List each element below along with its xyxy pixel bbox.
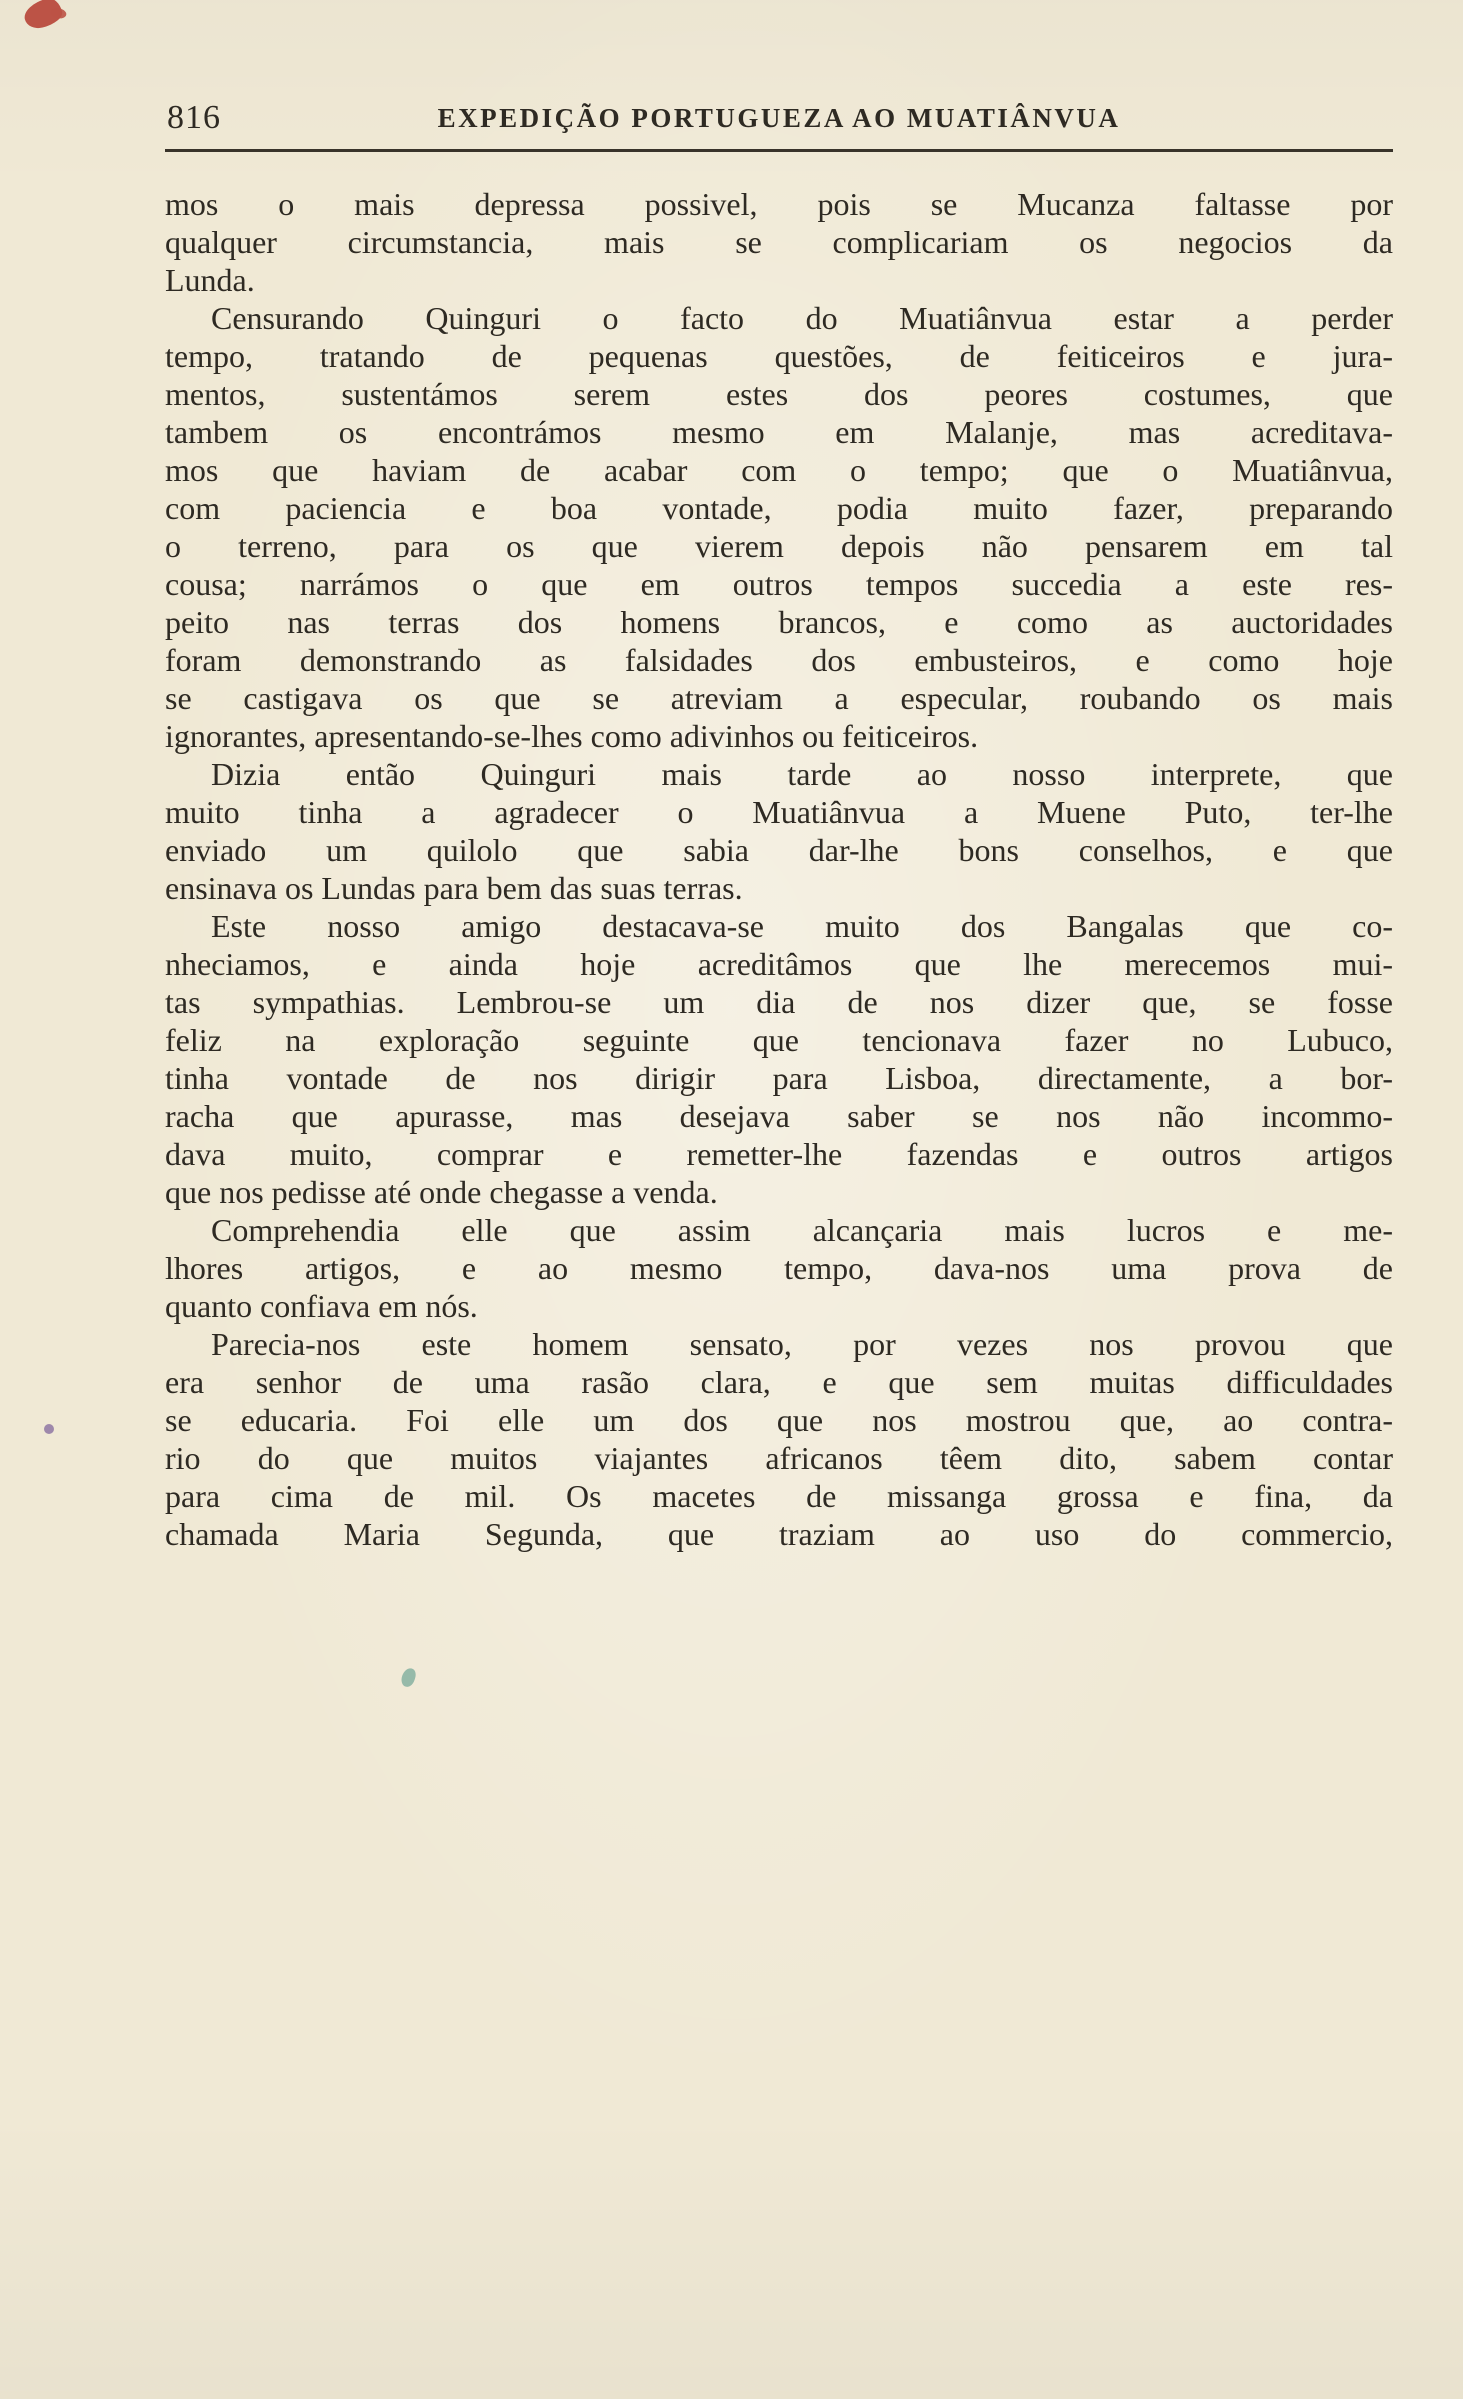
text-line: Comprehendia elle que assim alcançaria mais lucros e me- <box>211 1212 1393 1248</box>
text-line: feliz na exploração seguinte que tencionava fazer no Lubuco, <box>165 1022 1393 1058</box>
text-line: mos o mais depressa possivel, pois se Mucanza faltasse por <box>165 186 1393 222</box>
text-line: lhores artigos, e ao mesmo tempo, dava-nos uma prova de <box>165 1250 1393 1286</box>
text-line: peito nas terras dos homens brancos, e como as auctoridades <box>165 604 1393 640</box>
text-line: Dizia então Quinguri mais tarde ao nosso interprete, que <box>211 756 1393 792</box>
text-line: se castigava os que se atreviam a especular, roubando os mais <box>165 680 1393 716</box>
text-line: quanto confiava em nós. <box>165 1288 478 1324</box>
text-line: tambem os encontrámos mesmo em Malanje, mas acreditava- <box>165 414 1393 450</box>
text-line: foram demonstrando as falsidades dos embusteiros, e como hoje <box>165 642 1393 678</box>
text-line: mentos, sustentámos serem estes dos peores costumes, que <box>165 376 1393 412</box>
paragraph <box>165 185 1393 299</box>
text-line: tinha vontade de nos dirigir para Lisboa, directamente, a bor- <box>165 1060 1393 1096</box>
text-line: nheciamos, e ainda hoje acreditâmos que lhe merecemos mui- <box>165 946 1393 982</box>
text-line: chamada Maria Segunda, que traziam ao uso do commercio, <box>165 1516 1393 1552</box>
running-title: EXPEDIÇÃO PORTUGUEZA AO MUATIÂNVUA <box>437 103 1121 133</box>
text-line: Censurando Quinguri o facto do Muatiânvua estar a perder <box>211 300 1393 336</box>
text-line: racha que apurasse, mas desejava saber se nos não incommo- <box>165 1098 1393 1134</box>
purple-ink-speck <box>44 1424 54 1434</box>
text-line: Este nosso amigo destacava-se muito dos Bangalas que co- <box>211 908 1393 944</box>
text-line: muito tinha a agradecer o Muatiânvua a Muene Puto, ter-lhe <box>165 794 1393 830</box>
page-number: 816 <box>167 99 221 136</box>
text-line: mos que haviam de acabar com o tempo; que o Muatiânvua, <box>165 452 1393 488</box>
text-line: era senhor de uma rasão clara, e que sem muitas difficuldades <box>165 1364 1393 1400</box>
text-line: tempo, tratando de pequenas questões, de feiticeiros e jura- <box>165 338 1393 374</box>
text-line: Lunda. <box>165 262 255 298</box>
text-line: se educaria. Foi elle um dos que nos mostrou que, ao contra- <box>165 1402 1393 1438</box>
paragraph <box>165 1211 1393 1325</box>
text-line: tas sympathias. Lembrou-se um dia de nos dizer que, se fosse <box>165 984 1393 1020</box>
text-line: ensinava os Lundas para bem das suas terras. <box>165 870 743 906</box>
text-line: qualquer circumstancia, mais se complicariam os negocios da <box>165 224 1393 260</box>
paragraph <box>165 299 1393 755</box>
text-line: Parecia-nos este homem sensato, por vezes nos provou que <box>211 1326 1393 1362</box>
text-line: dava muito, comprar e remetter-lhe fazendas e outros artigos <box>165 1136 1393 1172</box>
page-content <box>165 0 1393 1553</box>
body-text <box>165 185 1393 1553</box>
text-line: para cima de mil. Os macetes de missanga grossa e fina, da <box>165 1478 1393 1514</box>
text-line: com paciencia e boa vontade, podia muito fazer, preparando <box>165 490 1393 526</box>
text-line: ignorantes, apresentando-se-lhes como adivinhos ou feiticeiros. <box>165 718 979 754</box>
page-header <box>165 92 1393 134</box>
paragraph <box>165 907 1393 1211</box>
text-line: o terreno, para os que vierem depois não pensarem em tal <box>165 528 1393 564</box>
paragraph <box>165 755 1393 907</box>
red-ink-mark <box>21 0 64 31</box>
header-rule <box>165 149 1393 152</box>
text-line: rio do que muitos viajantes africanos têem dito, sabem contar <box>165 1440 1393 1476</box>
text-line: enviado um quilolo que sabia dar-lhe bons conselhos, e que <box>165 832 1393 868</box>
text-line: que nos pedisse até onde chegasse a venda. <box>165 1174 718 1210</box>
text-line: cousa; narrámos o que em outros tempos succedia a este res- <box>165 566 1393 602</box>
paragraph <box>165 1325 1393 1553</box>
teal-ink-speck <box>399 1666 417 1688</box>
